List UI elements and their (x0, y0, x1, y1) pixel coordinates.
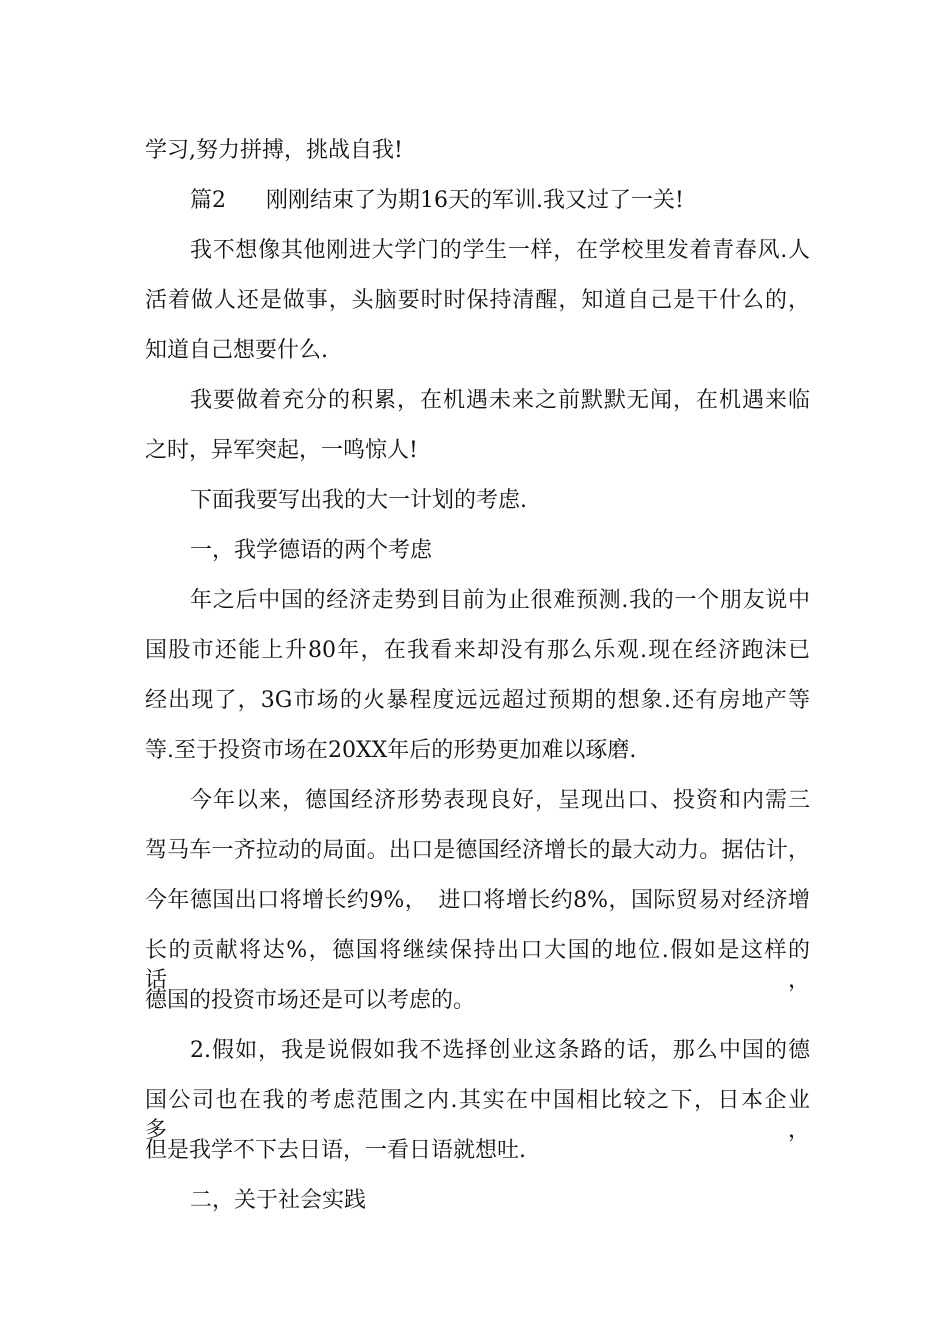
text-line: 国股市还能上升80年，在我看来却没有那么乐观.现在经济跑沫已 (145, 638, 810, 663)
text-line: 之时，异军突起，一鸣惊人! (145, 438, 418, 463)
text-line: 活着做人还是做事，头脑要时时保持清醒，知道自己是干什么的， (145, 288, 810, 313)
text-line: 今年德国出口将增长约9%， 进口将增长约8%，国际贸易对经济增 (145, 888, 810, 913)
text-line: 我要做着充分的积累，在机遇未来之前默默无闻，在机遇来临 (190, 388, 810, 413)
text-line: 今年以来，德国经济形势表现良好，呈现出口、投资和内需三 (190, 788, 810, 813)
text-line: 我不想像其他刚进大学门的学生一样，在学校里发着青春风.人 (190, 238, 810, 263)
text-line: 知道自己想要什么. (145, 338, 328, 363)
text-line: 但是我学不下去日语，一看日语就想吐. (145, 1138, 526, 1163)
section-heading: 二，关于社会实践 (190, 1188, 367, 1213)
text-line: 2.假如，我是说假如我不选择创业这条路的话，那么中国的德 (190, 1038, 810, 1063)
text-line: 国公司也在我的考虑范围之内.其实在中国相比较之下，日本企业多， (145, 1088, 810, 1143)
section-label: 篇2 (190, 188, 226, 213)
text-line: 经出现了，3G市场的火暴程度远远超过预期的想象.还有房地产等 (145, 688, 810, 713)
text-line: 年之后中国的经济走势到目前为止很难预测.我的一个朋友说中 (190, 588, 810, 613)
text-line: 长的贡献将达%，德国将继续保持出口大国的地位.假如是这样的话， (145, 938, 810, 993)
text-line: 等.至于投资市场在20XX年后的形势更加难以琢磨. (145, 738, 637, 763)
text-line: 下面我要写出我的大一计划的考虑. (190, 488, 527, 513)
text-line: 学习,努力拼搏，挑战自我! (145, 138, 403, 163)
text-line: 德国的投资市场还是可以考虑的。 (145, 988, 476, 1013)
section-heading-line (190, 186, 810, 216)
section-heading: 一，我学德语的两个考虑 (190, 538, 433, 563)
text-line: 驾马车一齐拉动的局面。出口是德国经济增长的最大动力。据估计， (145, 838, 810, 863)
section-heading-text: 刚刚结束了为期16天的军训.我又过了一关! (266, 188, 684, 213)
